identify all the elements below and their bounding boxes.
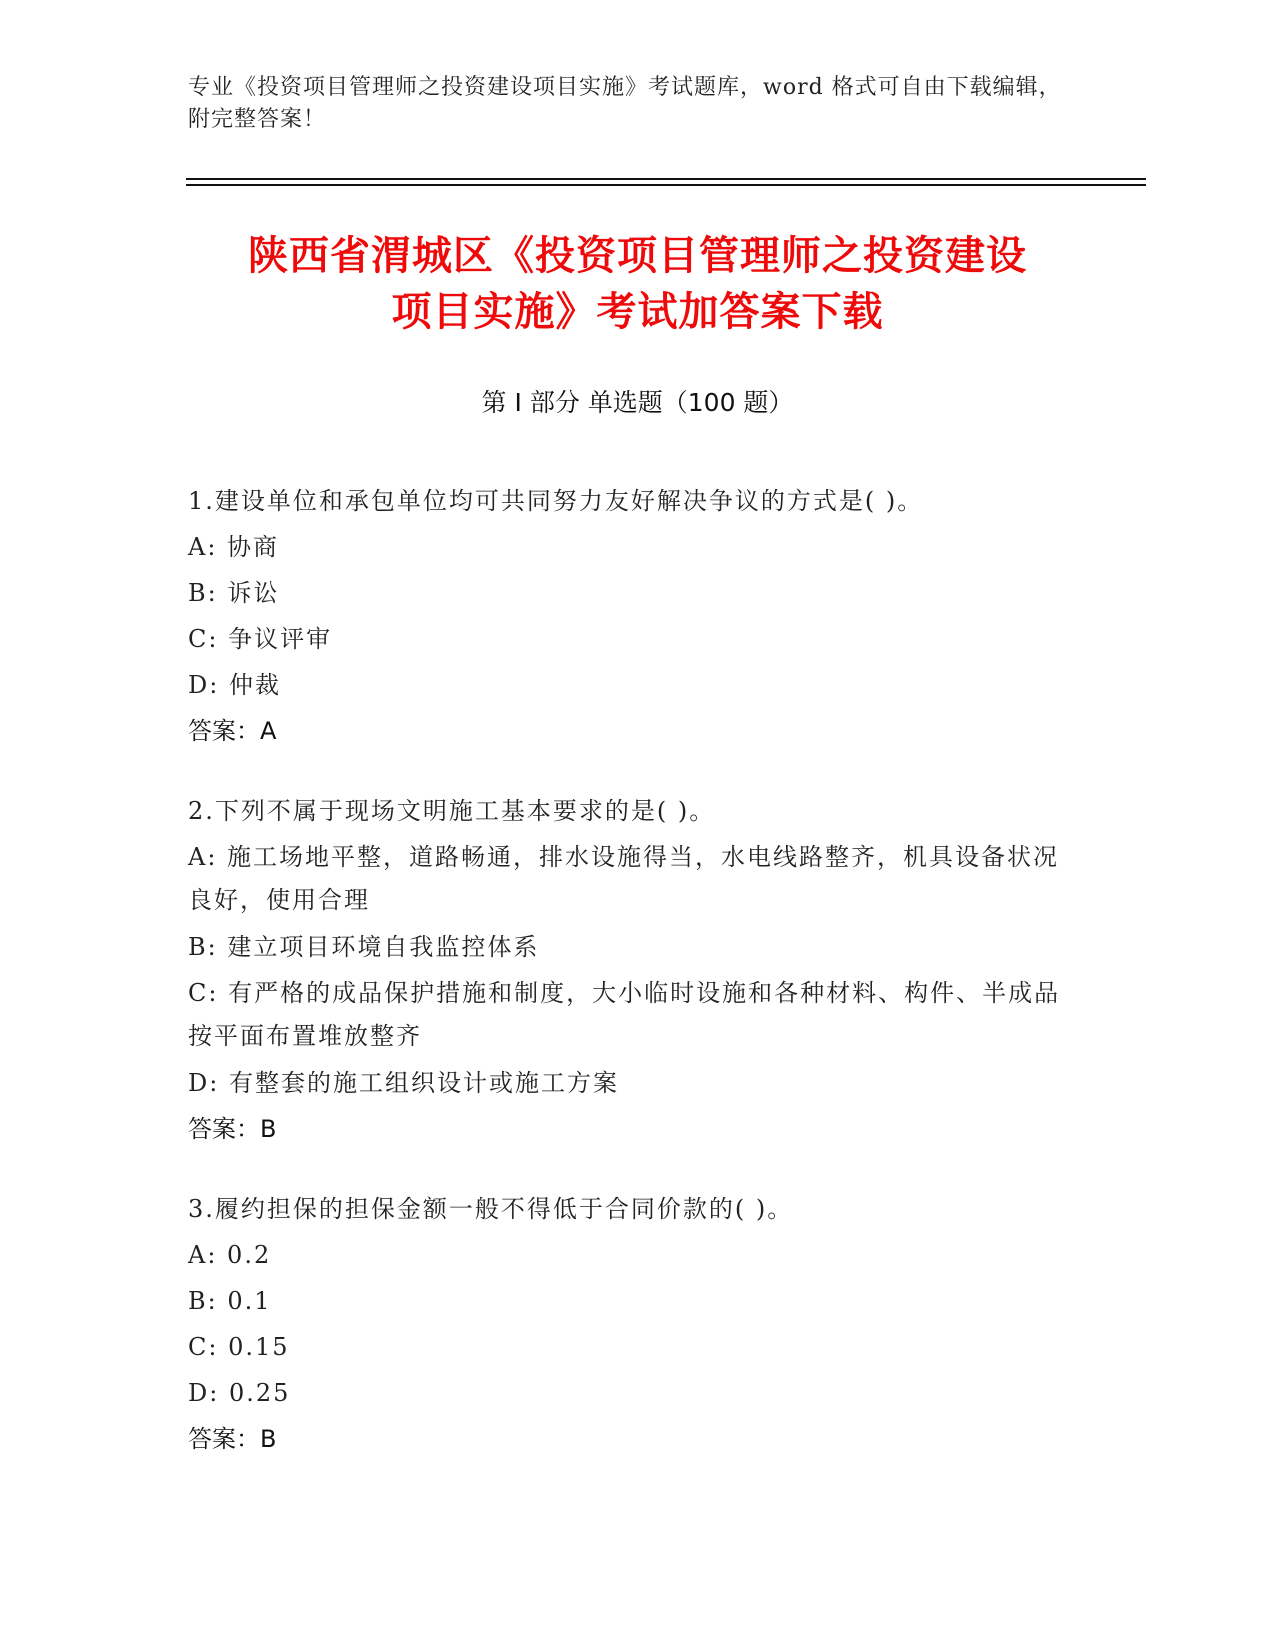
option-text: 争议评审 bbox=[228, 625, 333, 653]
option-label: C: bbox=[188, 1333, 229, 1361]
option-text: 协商 bbox=[227, 533, 280, 561]
option-text: 有严格的成品保护措施和制度，大小临时设施和各种材料、构件、半成品按平面布置堆放整齐 bbox=[188, 979, 1061, 1050]
question-stem: 1.建设单位和承包单位均可共同努力友好解决争议的方式是( )。 bbox=[188, 487, 924, 515]
option-b bbox=[188, 570, 1068, 616]
option-label: B: bbox=[188, 579, 228, 607]
section-title: 第 I 部分 单选题（100 题） bbox=[481, 388, 794, 417]
question-1 bbox=[188, 478, 1068, 754]
option-d bbox=[188, 1060, 1068, 1106]
option-label: C: bbox=[188, 625, 229, 653]
option-c bbox=[188, 972, 1068, 1058]
option-text: 诉讼 bbox=[227, 579, 280, 607]
option-c bbox=[188, 616, 1068, 662]
document-title-line-2: 项目实施》考试加答案下载 bbox=[391, 289, 884, 335]
option-text: 0.25 bbox=[228, 1379, 291, 1407]
question-stem: 3.履约担保的担保金额一般不得低于合同价款的( )。 bbox=[188, 1195, 794, 1223]
question-list bbox=[188, 478, 1068, 1496]
option-d bbox=[188, 662, 1068, 708]
option-text: 0.2 bbox=[227, 1241, 272, 1269]
option-label: D: bbox=[188, 1379, 229, 1407]
option-text: 仲裁 bbox=[228, 671, 281, 699]
option-a bbox=[188, 836, 1068, 922]
option-b bbox=[188, 1278, 1068, 1324]
question-3 bbox=[188, 1186, 1068, 1462]
document-title-line-1: 陕西省渭城区《投资项目管理师之投资建设 bbox=[248, 233, 1027, 279]
option-text: 有整套的施工组织设计或施工方案 bbox=[228, 1069, 619, 1097]
header-note: 专业《投资项目管理师之投资建设项目实施》考试题库，word 格式可自由下载编辑，附完整答案！ bbox=[188, 75, 1062, 132]
header-divider-bottom bbox=[186, 184, 1146, 186]
option-text: 施工场地平整，道路畅通，排水设施得当，水电线路整齐，机具设备状况良好，使用合理 bbox=[188, 843, 1060, 914]
header-divider-top bbox=[186, 178, 1146, 180]
option-label: C: bbox=[188, 979, 229, 1007]
option-a bbox=[188, 524, 1068, 570]
question-2 bbox=[188, 788, 1068, 1152]
option-text: 0.15 bbox=[228, 1333, 290, 1361]
document-title bbox=[120, 228, 1155, 340]
option-label: B: bbox=[188, 1287, 228, 1315]
answer: 答案：B bbox=[188, 1115, 277, 1143]
option-label: B: bbox=[188, 933, 228, 961]
option-b bbox=[188, 924, 1068, 970]
option-d bbox=[188, 1370, 1068, 1416]
option-label: A: bbox=[188, 1241, 228, 1269]
option-label: A: bbox=[188, 533, 228, 561]
question-stem: 2.下列不属于现场文明施工基本要求的是( )。 bbox=[188, 797, 716, 825]
option-a bbox=[188, 1232, 1068, 1278]
answer: 答案：A bbox=[188, 717, 277, 745]
option-label: D: bbox=[188, 1069, 229, 1097]
option-label: D: bbox=[188, 671, 229, 699]
option-text: 建立项目环境自我监控体系 bbox=[227, 933, 540, 961]
answer: 答案：B bbox=[188, 1425, 277, 1453]
option-c bbox=[188, 1324, 1068, 1370]
option-text: 0.1 bbox=[227, 1287, 272, 1315]
option-label: A: bbox=[188, 843, 228, 871]
